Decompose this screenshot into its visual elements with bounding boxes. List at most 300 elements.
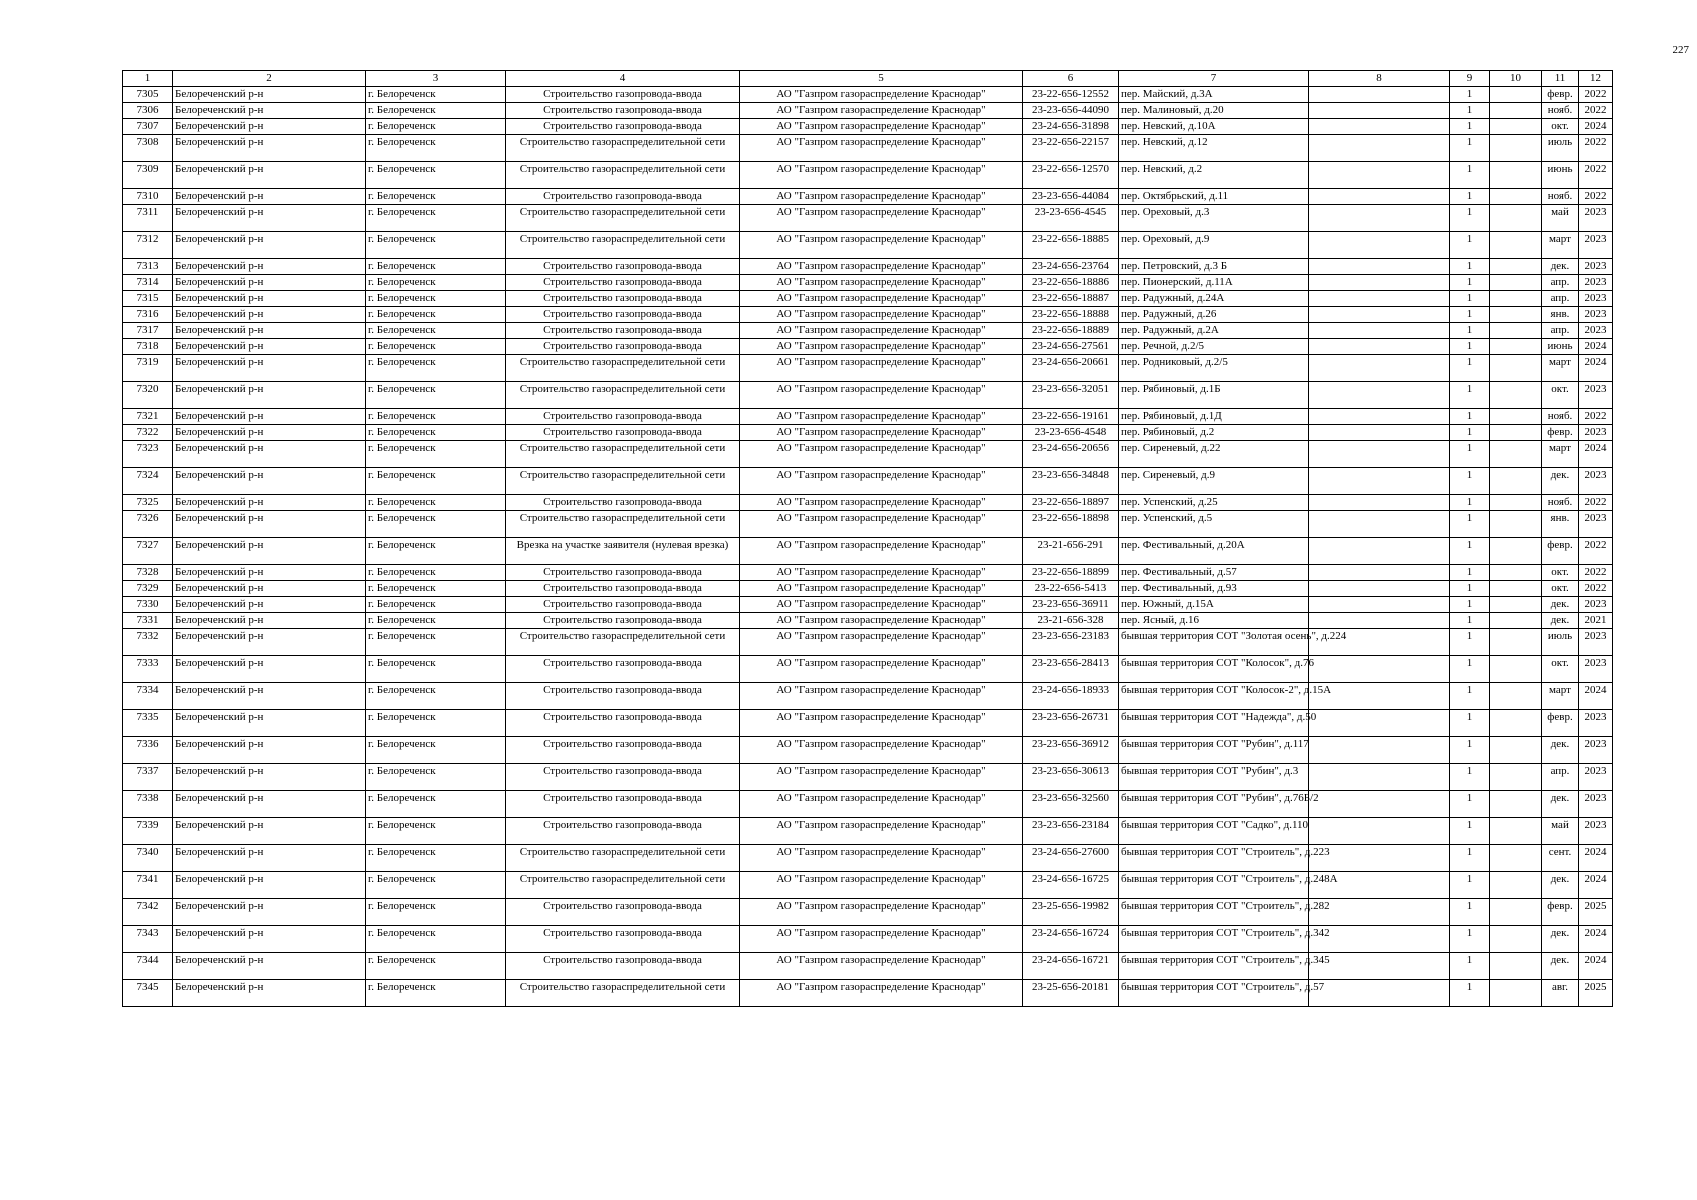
district-cell: Белореченский р-н — [173, 355, 366, 382]
organization-cell: АО "Газпром газораспределение Краснодар" — [740, 613, 1023, 629]
table-row — [123, 656, 1613, 683]
organization-cell: АО "Газпром газораспределение Краснодар" — [740, 323, 1023, 339]
column-10-cell — [1490, 538, 1542, 565]
month-cell: дек. — [1542, 468, 1579, 495]
month-cell: апр. — [1542, 291, 1579, 307]
month-cell: дек. — [1542, 872, 1579, 899]
column-header: 8 — [1309, 71, 1450, 87]
row-number: 7339 — [123, 818, 173, 845]
district-cell: Белореченский р-н — [173, 597, 366, 613]
work-type-cell: Строительство газопровода-ввода — [506, 953, 740, 980]
address-cell: пер. Южный, д.15А — [1119, 597, 1309, 613]
table-row — [123, 629, 1613, 656]
work-type-cell: Строительство газопровода-ввода — [506, 425, 740, 441]
organization-cell: АО "Газпром газораспределение Краснодар" — [740, 656, 1023, 683]
month-cell: июнь — [1542, 339, 1579, 355]
address-cell: бывшая территория СОТ "Строитель", д.57 — [1119, 980, 1309, 1007]
work-type-cell: Строительство газопровода-ввода — [506, 307, 740, 323]
month-cell: дек. — [1542, 953, 1579, 980]
city-cell: г. Белореченск — [366, 291, 506, 307]
quantity-cell: 1 — [1450, 953, 1490, 980]
table-row — [123, 425, 1613, 441]
column-8-cell — [1309, 275, 1450, 291]
column-10-cell — [1490, 189, 1542, 205]
organization-cell: АО "Газпром газораспределение Краснодар" — [740, 135, 1023, 162]
month-cell: февр. — [1542, 425, 1579, 441]
work-type-cell: Строительство газораспределительной сети — [506, 205, 740, 232]
organization-cell: АО "Газпром газораспределение Краснодар" — [740, 565, 1023, 581]
address-cell: пер. Малиновый, д.20 — [1119, 103, 1309, 119]
district-cell: Белореченский р-н — [173, 87, 366, 103]
district-cell: Белореченский р-н — [173, 656, 366, 683]
address-cell: пер. Сиреневый, д.22 — [1119, 441, 1309, 468]
year-cell: 2022 — [1579, 565, 1613, 581]
quantity-cell: 1 — [1450, 259, 1490, 275]
column-8-cell — [1309, 409, 1450, 425]
year-cell: 2022 — [1579, 103, 1613, 119]
request-code-cell: 23-22-656-22157 — [1023, 135, 1119, 162]
request-code-cell: 23-23-656-34848 — [1023, 468, 1119, 495]
row-number: 7306 — [123, 103, 173, 119]
address-cell: бывшая территория СОТ "Золотая осень", д.224 — [1119, 629, 1309, 656]
month-cell: дек. — [1542, 791, 1579, 818]
organization-cell: АО "Газпром газораспределение Краснодар" — [740, 232, 1023, 259]
column-8-cell — [1309, 307, 1450, 323]
row-number: 7336 — [123, 737, 173, 764]
year-cell: 2023 — [1579, 425, 1613, 441]
month-cell: дек. — [1542, 597, 1579, 613]
work-type-cell: Строительство газопровода-ввода — [506, 926, 740, 953]
column-8-cell — [1309, 581, 1450, 597]
year-cell: 2023 — [1579, 629, 1613, 656]
column-8-cell — [1309, 189, 1450, 205]
row-number: 7338 — [123, 791, 173, 818]
table-row — [123, 581, 1613, 597]
column-10-cell — [1490, 307, 1542, 323]
city-cell: г. Белореченск — [366, 980, 506, 1007]
work-type-cell: Строительство газопровода-ввода — [506, 597, 740, 613]
organization-cell: АО "Газпром газораспределение Краснодар" — [740, 205, 1023, 232]
column-10-cell — [1490, 425, 1542, 441]
column-10-cell — [1490, 495, 1542, 511]
row-number: 7327 — [123, 538, 173, 565]
organization-cell: АО "Газпром газораспределение Краснодар" — [740, 980, 1023, 1007]
month-cell: дек. — [1542, 259, 1579, 275]
work-type-cell: Строительство газопровода-ввода — [506, 291, 740, 307]
table-row — [123, 232, 1613, 259]
month-cell: март — [1542, 355, 1579, 382]
month-cell: янв. — [1542, 307, 1579, 323]
district-cell: Белореченский р-н — [173, 511, 366, 538]
column-10-cell — [1490, 259, 1542, 275]
request-code-cell: 23-24-656-27600 — [1023, 845, 1119, 872]
column-10-cell — [1490, 565, 1542, 581]
address-cell: пер. Радужный, д.24А — [1119, 291, 1309, 307]
request-code-cell: 23-23-656-32560 — [1023, 791, 1119, 818]
request-code-cell: 23-24-656-16725 — [1023, 872, 1119, 899]
address-cell: пер. Пионерский, д.11А — [1119, 275, 1309, 291]
column-8-cell — [1309, 495, 1450, 511]
address-cell: пер. Фестивальный, д.20А — [1119, 538, 1309, 565]
year-cell: 2024 — [1579, 872, 1613, 899]
column-10-cell — [1490, 119, 1542, 135]
city-cell: г. Белореченск — [366, 764, 506, 791]
row-number: 7340 — [123, 845, 173, 872]
year-cell: 2024 — [1579, 683, 1613, 710]
city-cell: г. Белореченск — [366, 899, 506, 926]
year-cell: 2022 — [1579, 87, 1613, 103]
address-cell: бывшая территория СОТ "Рубин", д.117 — [1119, 737, 1309, 764]
district-cell: Белореченский р-н — [173, 953, 366, 980]
quantity-cell: 1 — [1450, 323, 1490, 339]
column-header: 6 — [1023, 71, 1119, 87]
district-cell: Белореченский р-н — [173, 382, 366, 409]
column-8-cell — [1309, 737, 1450, 764]
table-row — [123, 205, 1613, 232]
month-cell: дек. — [1542, 926, 1579, 953]
row-number: 7319 — [123, 355, 173, 382]
organization-cell: АО "Газпром газораспределение Краснодар" — [740, 764, 1023, 791]
work-type-cell: Строительство газопровода-ввода — [506, 581, 740, 597]
city-cell: г. Белореченск — [366, 565, 506, 581]
district-cell: Белореченский р-н — [173, 899, 366, 926]
request-code-cell: 23-23-656-44090 — [1023, 103, 1119, 119]
table-row — [123, 926, 1613, 953]
column-10-cell — [1490, 162, 1542, 189]
month-cell: июль — [1542, 135, 1579, 162]
year-cell: 2023 — [1579, 205, 1613, 232]
column-8-cell — [1309, 339, 1450, 355]
city-cell: г. Белореченск — [366, 307, 506, 323]
row-number: 7324 — [123, 468, 173, 495]
column-10-cell — [1490, 409, 1542, 425]
row-number: 7326 — [123, 511, 173, 538]
column-header: 2 — [173, 71, 366, 87]
column-10-cell — [1490, 737, 1542, 764]
city-cell: г. Белореченск — [366, 511, 506, 538]
table-row — [123, 382, 1613, 409]
district-cell: Белореченский р-н — [173, 441, 366, 468]
work-type-cell: Врезка на участке заявителя (нулевая врезка) — [506, 538, 740, 565]
table-row — [123, 355, 1613, 382]
column-10-cell — [1490, 382, 1542, 409]
request-code-cell: 23-23-656-23183 — [1023, 629, 1119, 656]
table-row — [123, 339, 1613, 355]
year-cell: 2022 — [1579, 495, 1613, 511]
address-cell: бывшая территория СОТ "Строитель", д.223 — [1119, 845, 1309, 872]
organization-cell: АО "Газпром газораспределение Краснодар" — [740, 468, 1023, 495]
table-row — [123, 845, 1613, 872]
organization-cell: АО "Газпром газораспределение Краснодар" — [740, 511, 1023, 538]
column-10-cell — [1490, 597, 1542, 613]
table-row — [123, 323, 1613, 339]
row-number: 7335 — [123, 710, 173, 737]
request-code-cell: 23-24-656-23764 — [1023, 259, 1119, 275]
row-number: 7311 — [123, 205, 173, 232]
address-cell: бывшая территория СОТ "Колосок-2", д.15А — [1119, 683, 1309, 710]
district-cell: Белореченский р-н — [173, 565, 366, 581]
column-8-cell — [1309, 656, 1450, 683]
district-cell: Белореченский р-н — [173, 613, 366, 629]
quantity-cell: 1 — [1450, 565, 1490, 581]
row-number: 7331 — [123, 613, 173, 629]
year-cell: 2023 — [1579, 818, 1613, 845]
work-type-cell: Строительство газопровода-ввода — [506, 259, 740, 275]
address-cell: бывшая территория СОТ "Рубин", д.76Б/2 — [1119, 791, 1309, 818]
column-8-cell — [1309, 899, 1450, 926]
organization-cell: АО "Газпром газораспределение Краснодар" — [740, 162, 1023, 189]
table-row — [123, 468, 1613, 495]
column-header: 9 — [1450, 71, 1490, 87]
city-cell: г. Белореченск — [366, 791, 506, 818]
city-cell: г. Белореченск — [366, 425, 506, 441]
request-code-cell: 23-22-656-18897 — [1023, 495, 1119, 511]
table-row — [123, 119, 1613, 135]
quantity-cell: 1 — [1450, 791, 1490, 818]
address-cell: пер. Ясный, д.16 — [1119, 613, 1309, 629]
row-number: 7317 — [123, 323, 173, 339]
year-cell: 2024 — [1579, 119, 1613, 135]
organization-cell: АО "Газпром газораспределение Краснодар" — [740, 953, 1023, 980]
organization-cell: АО "Газпром газораспределение Краснодар" — [740, 581, 1023, 597]
column-8-cell — [1309, 613, 1450, 629]
organization-cell: АО "Газпром газораспределение Краснодар" — [740, 872, 1023, 899]
row-number: 7322 — [123, 425, 173, 441]
month-cell: сент. — [1542, 845, 1579, 872]
city-cell: г. Белореченск — [366, 581, 506, 597]
district-cell: Белореченский р-н — [173, 683, 366, 710]
city-cell: г. Белореченск — [366, 737, 506, 764]
quantity-cell: 1 — [1450, 899, 1490, 926]
column-10-cell — [1490, 710, 1542, 737]
month-cell: февр. — [1542, 899, 1579, 926]
column-10-cell — [1490, 291, 1542, 307]
year-cell: 2023 — [1579, 291, 1613, 307]
district-cell: Белореченский р-н — [173, 737, 366, 764]
city-cell: г. Белореченск — [366, 189, 506, 205]
table-row — [123, 87, 1613, 103]
district-cell: Белореченский р-н — [173, 103, 366, 119]
address-cell: пер. Успенский, д.5 — [1119, 511, 1309, 538]
district-cell: Белореченский р-н — [173, 495, 366, 511]
address-cell: пер. Родниковый, д.2/5 — [1119, 355, 1309, 382]
request-code-cell: 23-21-656-291 — [1023, 538, 1119, 565]
table-row — [123, 291, 1613, 307]
organization-cell: АО "Газпром газораспределение Краснодар" — [740, 189, 1023, 205]
work-type-cell: Строительство газопровода-ввода — [506, 683, 740, 710]
district-cell: Белореченский р-н — [173, 980, 366, 1007]
quantity-cell: 1 — [1450, 737, 1490, 764]
address-cell: пер. Сиреневый, д.9 — [1119, 468, 1309, 495]
row-number: 7345 — [123, 980, 173, 1007]
organization-cell: АО "Газпром газораспределение Краснодар" — [740, 926, 1023, 953]
city-cell: г. Белореченск — [366, 382, 506, 409]
column-header: 1 — [123, 71, 173, 87]
request-code-cell: 23-22-656-5413 — [1023, 581, 1119, 597]
organization-cell: АО "Газпром газораспределение Краснодар" — [740, 441, 1023, 468]
column-8-cell — [1309, 355, 1450, 382]
work-type-cell: Строительство газопровода-ввода — [506, 119, 740, 135]
month-cell: дек. — [1542, 613, 1579, 629]
address-cell: пер. Фестивальный, д.93 — [1119, 581, 1309, 597]
address-cell: пер. Невский, д.12 — [1119, 135, 1309, 162]
column-10-cell — [1490, 845, 1542, 872]
table-row — [123, 737, 1613, 764]
address-cell: пер. Невский, д.2 — [1119, 162, 1309, 189]
address-cell: пер. Речной, д.2/5 — [1119, 339, 1309, 355]
column-10-cell — [1490, 629, 1542, 656]
year-cell: 2023 — [1579, 764, 1613, 791]
month-cell: март — [1542, 683, 1579, 710]
column-8-cell — [1309, 119, 1450, 135]
request-code-cell: 23-23-656-32051 — [1023, 382, 1119, 409]
organization-cell: АО "Газпром газораспределение Краснодар" — [740, 629, 1023, 656]
column-header: 10 — [1490, 71, 1542, 87]
district-cell: Белореченский р-н — [173, 162, 366, 189]
work-type-cell: Строительство газопровода-ввода — [506, 764, 740, 791]
organization-cell: АО "Газпром газораспределение Краснодар" — [740, 597, 1023, 613]
request-code-cell: 23-23-656-4545 — [1023, 205, 1119, 232]
row-number: 7333 — [123, 656, 173, 683]
address-cell: бывшая территория СОТ "Садко", д.110 — [1119, 818, 1309, 845]
address-cell: пер. Октябрьский, д.11 — [1119, 189, 1309, 205]
work-type-cell: Строительство газораспределительной сети — [506, 845, 740, 872]
district-cell: Белореченский р-н — [173, 409, 366, 425]
organization-cell: АО "Газпром газораспределение Краснодар" — [740, 275, 1023, 291]
request-code-cell: 23-23-656-30613 — [1023, 764, 1119, 791]
year-cell: 2022 — [1579, 135, 1613, 162]
row-number: 7332 — [123, 629, 173, 656]
table-row — [123, 162, 1613, 189]
address-cell: пер. Рябиновый, д.1Д — [1119, 409, 1309, 425]
quantity-cell: 1 — [1450, 205, 1490, 232]
column-8-cell — [1309, 926, 1450, 953]
city-cell: г. Белореченск — [366, 205, 506, 232]
city-cell: г. Белореченск — [366, 597, 506, 613]
address-cell: пер. Ореховый, д.3 — [1119, 205, 1309, 232]
work-type-cell: Строительство газопровода-ввода — [506, 791, 740, 818]
request-code-cell: 23-23-656-44084 — [1023, 189, 1119, 205]
table-row — [123, 409, 1613, 425]
year-cell: 2023 — [1579, 259, 1613, 275]
row-number: 7329 — [123, 581, 173, 597]
table-row — [123, 597, 1613, 613]
month-cell: дек. — [1542, 737, 1579, 764]
year-cell: 2023 — [1579, 323, 1613, 339]
table-row — [123, 953, 1613, 980]
work-type-cell: Строительство газораспределительной сети — [506, 468, 740, 495]
page-number: 227 — [1672, 44, 1689, 56]
organization-cell: АО "Газпром газораспределение Краснодар" — [740, 683, 1023, 710]
column-10-cell — [1490, 355, 1542, 382]
month-cell: окт. — [1542, 382, 1579, 409]
table-row — [123, 710, 1613, 737]
column-8-cell — [1309, 291, 1450, 307]
request-code-cell: 23-24-656-18933 — [1023, 683, 1119, 710]
year-cell: 2023 — [1579, 597, 1613, 613]
quantity-cell: 1 — [1450, 291, 1490, 307]
organization-cell: АО "Газпром газораспределение Краснодар" — [740, 307, 1023, 323]
district-cell: Белореченский р-н — [173, 339, 366, 355]
table-row — [123, 872, 1613, 899]
table-row — [123, 307, 1613, 323]
column-8-cell — [1309, 425, 1450, 441]
column-8-cell — [1309, 103, 1450, 119]
request-code-cell: 23-23-656-26731 — [1023, 710, 1119, 737]
column-8-cell — [1309, 135, 1450, 162]
request-code-cell: 23-22-656-18887 — [1023, 291, 1119, 307]
row-number: 7314 — [123, 275, 173, 291]
column-8-cell — [1309, 710, 1450, 737]
district-cell: Белореченский р-н — [173, 629, 366, 656]
address-cell: бывшая территория СОТ "Строитель", д.282 — [1119, 899, 1309, 926]
month-cell: июль — [1542, 629, 1579, 656]
column-10-cell — [1490, 613, 1542, 629]
year-cell: 2023 — [1579, 382, 1613, 409]
month-cell: февр. — [1542, 710, 1579, 737]
row-number: 7344 — [123, 953, 173, 980]
column-8-cell — [1309, 791, 1450, 818]
year-cell: 2022 — [1579, 409, 1613, 425]
city-cell: г. Белореченск — [366, 845, 506, 872]
column-8-cell — [1309, 468, 1450, 495]
city-cell: г. Белореченск — [366, 135, 506, 162]
city-cell: г. Белореченск — [366, 468, 506, 495]
table-row — [123, 189, 1613, 205]
request-code-cell: 23-21-656-328 — [1023, 613, 1119, 629]
column-8-cell — [1309, 205, 1450, 232]
request-code-cell: 23-24-656-20661 — [1023, 355, 1119, 382]
year-cell: 2023 — [1579, 232, 1613, 259]
month-cell: окт. — [1542, 581, 1579, 597]
column-10-cell — [1490, 683, 1542, 710]
quantity-cell: 1 — [1450, 409, 1490, 425]
city-cell: г. Белореченск — [366, 119, 506, 135]
quantity-cell: 1 — [1450, 382, 1490, 409]
address-cell: пер. Радужный, д.2А — [1119, 323, 1309, 339]
district-cell: Белореченский р-н — [173, 710, 366, 737]
table-row — [123, 899, 1613, 926]
month-cell: нояб. — [1542, 409, 1579, 425]
quantity-cell: 1 — [1450, 538, 1490, 565]
row-number: 7342 — [123, 899, 173, 926]
row-number: 7341 — [123, 872, 173, 899]
district-cell: Белореченский р-н — [173, 845, 366, 872]
column-10-cell — [1490, 791, 1542, 818]
district-cell: Белореченский р-н — [173, 764, 366, 791]
row-number: 7305 — [123, 87, 173, 103]
address-cell: пер. Ореховый, д.9 — [1119, 232, 1309, 259]
work-type-cell: Строительство газораспределительной сети — [506, 629, 740, 656]
work-type-cell: Строительство газопровода-ввода — [506, 495, 740, 511]
month-cell: март — [1542, 232, 1579, 259]
city-cell: г. Белореченск — [366, 232, 506, 259]
address-cell: бывшая территория СОТ "Рубин", д.3 — [1119, 764, 1309, 791]
table-row — [123, 818, 1613, 845]
column-10-cell — [1490, 205, 1542, 232]
quantity-cell: 1 — [1450, 441, 1490, 468]
work-type-cell: Строительство газопровода-ввода — [506, 275, 740, 291]
organization-cell: АО "Газпром газораспределение Краснодар" — [740, 710, 1023, 737]
month-cell: май — [1542, 205, 1579, 232]
address-cell: бывшая территория СОТ "Строитель", д.345 — [1119, 953, 1309, 980]
quantity-cell: 1 — [1450, 818, 1490, 845]
work-type-cell: Строительство газопровода-ввода — [506, 409, 740, 425]
quantity-cell: 1 — [1450, 339, 1490, 355]
year-cell: 2023 — [1579, 656, 1613, 683]
year-cell: 2022 — [1579, 581, 1613, 597]
year-cell: 2022 — [1579, 162, 1613, 189]
